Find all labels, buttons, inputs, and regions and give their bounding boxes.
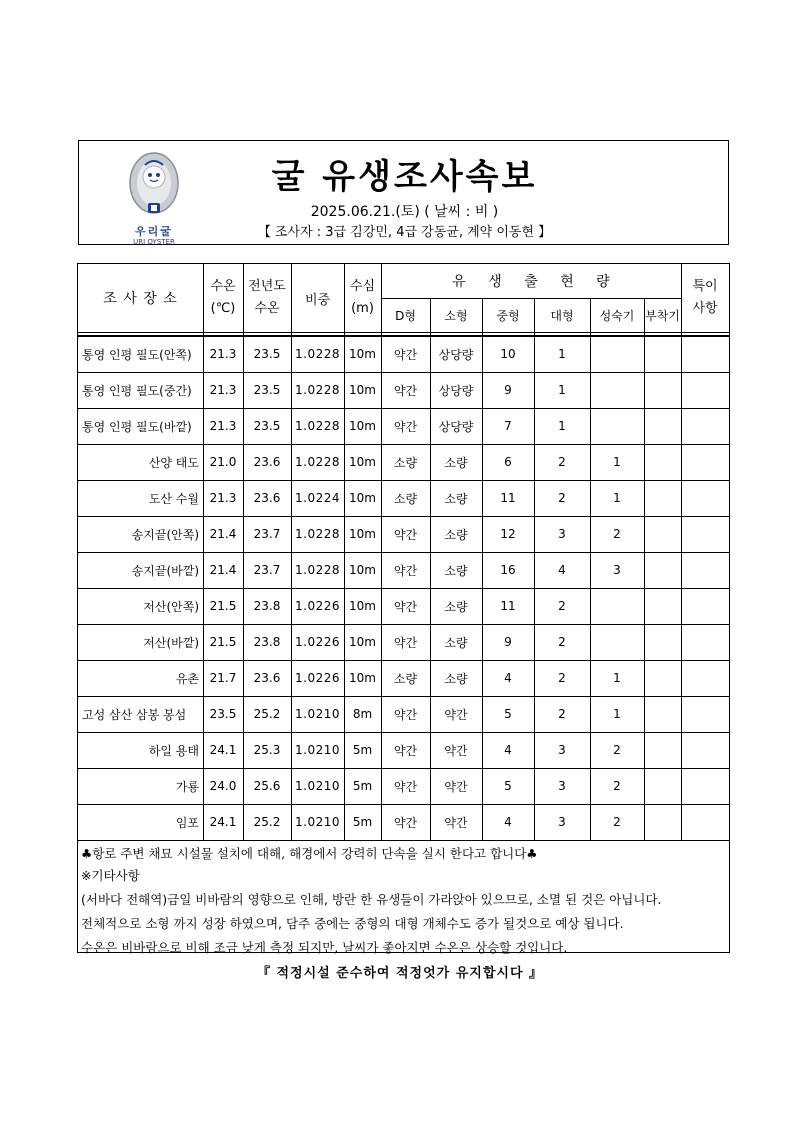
table-cell-attached xyxy=(644,660,681,696)
table-cell-temp: 21.3 xyxy=(209,383,237,397)
table-cell-gravity: 1.0228 xyxy=(295,419,340,433)
grid-line xyxy=(78,480,729,481)
table-cell-mature: 2 xyxy=(613,743,621,757)
header-water-temp-unit: (℃) xyxy=(210,301,236,316)
grid-line xyxy=(78,804,729,805)
table-cell-mature: 1 xyxy=(613,491,621,505)
table-cell-mature xyxy=(590,336,644,372)
note-other-heading: ※기타사항 xyxy=(81,868,140,883)
table-cell-depth: 10m xyxy=(349,419,376,433)
table-cell-d: 약간 xyxy=(393,635,418,650)
table-cell-temp: 24.1 xyxy=(209,743,237,757)
footer-slogan: 『 적정시설 준수하여 적정엇가 유지합시다 』 xyxy=(256,966,544,981)
table-cell-remark xyxy=(681,588,729,624)
table-cell-location: 임포 xyxy=(175,815,199,830)
table-cell-large: 2 xyxy=(558,491,566,505)
header-depth xyxy=(344,264,381,332)
grid-line xyxy=(243,264,244,840)
table-cell-large: 2 xyxy=(558,635,566,649)
grid-line xyxy=(534,298,535,840)
table-cell-prev: 25.2 xyxy=(253,815,281,829)
note-enforcement: ♣항로 주변 채묘 시설물 설치에 대해, 해경에서 강력히 단속을 실시 한다고 합니다♣ xyxy=(81,846,538,861)
note-line: (서바다 전해역)금일 비바람의 영향으로 인해, 방란 한 유생들이 가라앉아 있으므로, 소멸 된 것은 아닙니다. xyxy=(81,892,662,907)
table-cell-medium: 4 xyxy=(504,671,512,685)
table-cell-location: 유촌 xyxy=(175,671,199,686)
table-cell-attached xyxy=(644,624,681,660)
report-header xyxy=(78,140,729,245)
table-cell-attached xyxy=(644,408,681,444)
grid-line xyxy=(78,660,729,661)
table-cell-location: 통영 인평 필도(바깥) xyxy=(82,419,192,434)
table-cell-prev: 23.6 xyxy=(253,455,281,469)
table-cell-small: 소량 xyxy=(444,455,468,470)
header-remarks-label: 특이 xyxy=(692,279,718,294)
header-gravity: 비중 xyxy=(304,292,331,308)
header-depth-label: 수심 xyxy=(349,279,376,294)
table-cell-depth: 8m xyxy=(352,707,373,721)
table-cell-gravity: 1.0228 xyxy=(295,347,340,361)
grid-line xyxy=(381,264,382,840)
table-cell-temp: 21.4 xyxy=(209,527,237,541)
table-cell-remark xyxy=(681,768,729,804)
grid-line xyxy=(381,298,681,299)
header-depth-unit: (m) xyxy=(351,301,374,316)
table-cell-large: 1 xyxy=(558,419,566,433)
table-cell-medium: 12 xyxy=(500,527,516,541)
table-cell-gravity: 1.0210 xyxy=(295,779,340,793)
table-cell-gravity: 1.0228 xyxy=(295,563,340,577)
table-cell-medium: 11 xyxy=(500,491,516,505)
grid-line xyxy=(78,696,729,697)
table-cell-d: 약간 xyxy=(393,347,418,362)
table-cell-depth: 5m xyxy=(352,815,373,829)
table-cell-remark xyxy=(681,804,729,840)
table-cell-gravity: 1.0224 xyxy=(295,491,340,505)
table-cell-d: 소량 xyxy=(393,671,418,686)
header-small: 소형 xyxy=(444,308,468,323)
grid-line xyxy=(78,588,729,589)
grid-line xyxy=(78,840,729,841)
table-cell-medium: 9 xyxy=(504,383,512,397)
table-cell-medium: 11 xyxy=(500,599,516,613)
table-cell-prev: 23.8 xyxy=(253,599,281,613)
table-cell-temp: 21.5 xyxy=(209,635,237,649)
table-cell-small: 소량 xyxy=(444,491,468,506)
table-cell-attached xyxy=(644,768,681,804)
table-cell-prev: 23.5 xyxy=(253,383,281,397)
grid-line xyxy=(78,444,729,445)
table-cell-depth: 10m xyxy=(349,347,376,361)
table-cell-small: 소량 xyxy=(444,563,468,578)
table-cell-mature xyxy=(590,372,644,408)
grid-line xyxy=(291,264,292,840)
report-title: 굴 유생조사속보 xyxy=(271,157,538,197)
header-prev-temp xyxy=(243,264,291,332)
table-cell-large: 3 xyxy=(558,527,566,541)
table-cell-small: 소량 xyxy=(444,599,468,614)
table-cell-medium: 7 xyxy=(504,419,512,433)
table-cell-mature: 2 xyxy=(613,779,621,793)
report-date: 2025.06.21.(토) ( 날씨 : 비 ) xyxy=(310,204,499,220)
surveyors: 【 조사자 : 3급 김강민, 4급 강동균, 계약 이동현 】 xyxy=(257,225,552,240)
grid-line xyxy=(644,298,645,840)
table-cell-temp: 21.3 xyxy=(209,491,237,505)
grid-line xyxy=(78,336,729,337)
header-location: 조 사 장 소 xyxy=(103,291,178,307)
table-cell-temp: 24.1 xyxy=(209,815,237,829)
header-large: 대형 xyxy=(550,308,574,323)
table-cell-d: 약간 xyxy=(393,743,418,758)
table-cell-remark xyxy=(681,696,729,732)
grid-line xyxy=(78,516,729,517)
table-cell-mature: 2 xyxy=(613,527,621,541)
table-cell-depth: 5m xyxy=(352,779,373,793)
table-cell-medium: 6 xyxy=(504,455,512,469)
grid-line xyxy=(203,264,204,840)
table-cell-attached xyxy=(644,444,681,480)
table-cell-prev: 25.2 xyxy=(253,707,281,721)
table-cell-location: 도산 수월 xyxy=(148,491,199,506)
table-cell-d: 약간 xyxy=(393,383,418,398)
table-cell-temp: 23.5 xyxy=(209,707,237,721)
grid-line xyxy=(78,732,729,733)
grid-line xyxy=(78,624,729,625)
table-cell-small: 소량 xyxy=(444,635,468,650)
table-cell-medium: 5 xyxy=(504,779,512,793)
table-cell-d: 약간 xyxy=(393,599,418,614)
table-cell-gravity: 1.0210 xyxy=(295,707,340,721)
table-cell-d: 약간 xyxy=(393,815,418,830)
header-medium: 중형 xyxy=(496,308,520,323)
table-cell-d: 약간 xyxy=(393,527,418,542)
table-cell-gravity: 1.0226 xyxy=(295,599,340,613)
table-cell-location: 통영 인평 필도(중간) xyxy=(82,383,192,398)
table-cell-small: 상당량 xyxy=(438,347,474,362)
table-cell-attached xyxy=(644,696,681,732)
table-cell-remark xyxy=(681,624,729,660)
logo-name: 우리굴 xyxy=(135,225,173,238)
table-cell-large: 2 xyxy=(558,599,566,613)
table-cell-d: 약간 xyxy=(393,419,418,434)
table-cell-small: 약간 xyxy=(444,707,468,722)
table-cell-attached xyxy=(644,552,681,588)
header-attached: 부착기 xyxy=(645,308,680,323)
table-cell-remark xyxy=(681,480,729,516)
table-cell-remark xyxy=(681,336,729,372)
grid-line xyxy=(78,372,729,373)
table-cell-depth: 10m xyxy=(349,527,376,541)
grid-line xyxy=(78,552,729,553)
table-cell-mature xyxy=(590,624,644,660)
table-cell-attached xyxy=(644,804,681,840)
table-cell-temp: 21.3 xyxy=(209,419,237,433)
table-cell-large: 3 xyxy=(558,779,566,793)
table-cell-gravity: 1.0210 xyxy=(295,743,340,757)
table-cell-medium: 4 xyxy=(504,743,512,757)
table-cell-d: 약간 xyxy=(393,563,418,578)
table-cell-mature: 3 xyxy=(613,563,621,577)
table-cell-small: 상당량 xyxy=(438,419,474,434)
table-cell-large: 1 xyxy=(558,383,566,397)
table-cell-large: 1 xyxy=(558,347,566,361)
table-cell-mature: 1 xyxy=(613,671,621,685)
table-cell-attached xyxy=(644,588,681,624)
logo-subtitle: URI OYSTER xyxy=(133,238,175,246)
table-cell-temp: 21.0 xyxy=(209,455,237,469)
header-d-type: D형 xyxy=(395,308,416,323)
table-cell-medium: 16 xyxy=(500,563,516,577)
table-cell-depth: 10m xyxy=(349,491,376,505)
table-cell-prev: 23.7 xyxy=(253,563,281,577)
table-cell-temp: 21.7 xyxy=(209,671,237,685)
table-cell-small: 상당량 xyxy=(438,383,474,398)
table-cell-prev: 25.6 xyxy=(253,779,281,793)
table-cell-mature xyxy=(590,408,644,444)
table-cell-location: 하일 용태 xyxy=(148,743,199,758)
table-cell-large: 4 xyxy=(558,563,566,577)
table-cell-remark xyxy=(681,660,729,696)
table-cell-gravity: 1.0228 xyxy=(295,383,340,397)
table-cell-prev: 25.3 xyxy=(253,743,281,757)
table-cell-medium: 10 xyxy=(500,347,516,361)
table-cell-remark xyxy=(681,408,729,444)
grid-line xyxy=(78,768,729,769)
table-cell-gravity: 1.0228 xyxy=(295,455,340,469)
table-cell-prev: 23.6 xyxy=(253,671,281,685)
table-cell-mature: 1 xyxy=(613,455,621,469)
header-mature: 성숙기 xyxy=(599,308,635,323)
table-cell-gravity: 1.0226 xyxy=(295,635,340,649)
table-cell-mature xyxy=(590,588,644,624)
grid-line xyxy=(482,298,483,840)
table-cell-prev: 23.8 xyxy=(253,635,281,649)
table-cell-depth: 10m xyxy=(349,671,376,685)
table-cell-d: 소량 xyxy=(393,455,418,470)
table-cell-temp: 21.5 xyxy=(209,599,237,613)
table-cell-prev: 23.5 xyxy=(253,347,281,361)
table-cell-depth: 5m xyxy=(352,743,373,757)
table-cell-attached xyxy=(644,480,681,516)
table-cell-location: 통영 인평 필도(안쪽) xyxy=(82,347,192,362)
table-cell-large: 2 xyxy=(558,707,566,721)
table-cell-medium: 5 xyxy=(504,707,512,721)
table-cell-location: 송지끝(안쪽) xyxy=(131,527,199,542)
table-cell-prev: 23.6 xyxy=(253,491,281,505)
header-remarks xyxy=(681,264,729,332)
grid-line xyxy=(78,332,729,333)
table-cell-large: 2 xyxy=(558,671,566,685)
table-cell-d: 약간 xyxy=(393,707,418,722)
grid-line xyxy=(590,298,591,840)
table-cell-location: 가룡 xyxy=(175,779,199,794)
table-cell-large: 3 xyxy=(558,743,566,757)
header-water-temp-label: 수온 xyxy=(210,279,236,294)
header-remarks-sub: 사항 xyxy=(692,301,718,316)
table-cell-depth: 10m xyxy=(349,455,376,469)
header-larvae-group: 유 생 출 현 량 xyxy=(452,274,610,290)
table-cell-remark xyxy=(681,444,729,480)
table-cell-depth: 10m xyxy=(349,563,376,577)
table-cell-attached xyxy=(644,732,681,768)
grid-line xyxy=(78,408,729,409)
table-cell-location: 저산(바깥) xyxy=(143,635,199,650)
table-cell-gravity: 1.0210 xyxy=(295,815,340,829)
survey-table xyxy=(77,263,730,953)
table-cell-temp: 24.0 xyxy=(209,779,237,793)
table-cell-location: 산양 태도 xyxy=(148,455,199,470)
grid-line xyxy=(681,264,682,840)
header-prev-temp-sub: 수온 xyxy=(254,301,280,316)
table-cell-mature: 2 xyxy=(613,815,621,829)
table-cell-gravity: 1.0228 xyxy=(295,527,340,541)
table-cell-temp: 21.4 xyxy=(209,563,237,577)
table-cell-small: 약간 xyxy=(444,743,468,758)
header-prev-temp-label: 전년도 xyxy=(248,279,286,294)
table-cell-location: 송지끝(바깥) xyxy=(131,563,199,578)
table-cell-small: 소량 xyxy=(444,671,468,686)
table-cell-attached xyxy=(644,336,681,372)
table-cell-d: 약간 xyxy=(393,779,418,794)
table-cell-prev: 23.7 xyxy=(253,527,281,541)
table-cell-attached xyxy=(644,372,681,408)
table-cell-d: 소량 xyxy=(393,491,418,506)
table-cell-depth: 10m xyxy=(349,383,376,397)
table-cell-remark xyxy=(681,552,729,588)
grid-line xyxy=(344,264,345,840)
table-cell-small: 소량 xyxy=(444,527,468,542)
table-cell-mature: 1 xyxy=(613,707,621,721)
table-cell-remark xyxy=(681,732,729,768)
table-cell-medium: 9 xyxy=(504,635,512,649)
table-cell-small: 약간 xyxy=(444,815,468,830)
table-cell-attached xyxy=(644,516,681,552)
table-cell-gravity: 1.0226 xyxy=(295,671,340,685)
table-cell-location: 저산(안쪽) xyxy=(143,599,199,614)
note-line: 전체적으로 소형 까지 성장 하였으며, 담주 중에는 중형의 대형 개체수도 증가 될것으로 예상 됩니다. xyxy=(81,916,624,931)
table-cell-large: 2 xyxy=(558,455,566,469)
table-cell-large: 3 xyxy=(558,815,566,829)
header-water-temp xyxy=(203,264,243,332)
table-cell-temp: 21.3 xyxy=(209,347,237,361)
table-cell-location: 고성 삼산 삼봉 봉섬 xyxy=(82,707,187,722)
table-cell-depth: 10m xyxy=(349,599,376,613)
table-cell-remark xyxy=(681,372,729,408)
table-cell-small: 약간 xyxy=(444,779,468,794)
grid-line xyxy=(430,298,431,840)
table-cell-depth: 10m xyxy=(349,635,376,649)
note-line: 수온은 비바람으로 비해 조금 낮게 측정 되지만, 날씨가 좋아지면 수온은 상승할 것입니다. xyxy=(81,940,568,955)
table-cell-remark xyxy=(681,516,729,552)
table-cell-prev: 23.5 xyxy=(253,419,281,433)
table-cell-medium: 4 xyxy=(504,815,512,829)
